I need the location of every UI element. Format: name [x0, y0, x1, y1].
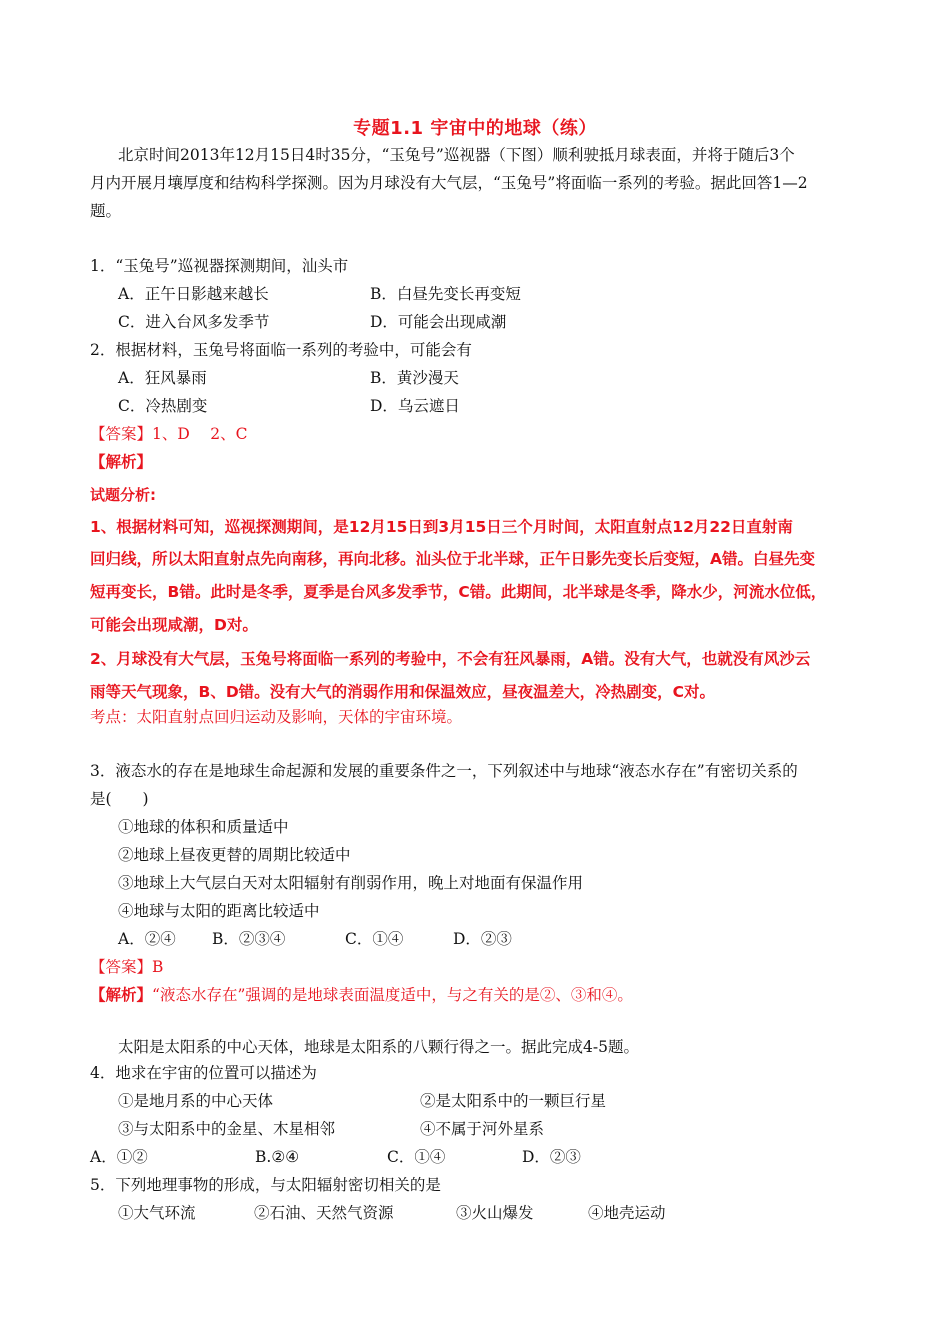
explanation-2-line-1: 2、月球没有大气层，玉兔号将面临一系列的考验中，不会有狂风暴雨，A错。没有大气，也就没有风沙云: [90, 650, 811, 668]
q3-option-d: D．②③: [453, 930, 512, 948]
explanation-3: [90, 984, 633, 1006]
q2-stem: 2．根据材料，玉兔号将面临一系列的考验中，可能会有: [90, 341, 472, 359]
intro-line-1: 北京时间2013年12月15日4时35分，“玉兔号”巡视器（下图）顺利驶抵月球表面，并将于随后3个: [118, 146, 795, 164]
intro-line-3: 题。: [90, 202, 122, 220]
explanation-1-line-4: 可能会出现咸潮，D对。: [90, 616, 258, 634]
q1-option-d: D．可能会出现咸潮: [370, 313, 507, 331]
q3-option-c: C．①④: [345, 930, 404, 948]
q1-stem: 1．“玉兔号”巡视器探测期间，汕头市: [90, 257, 349, 275]
q4-option-a: A．①②: [90, 1148, 148, 1166]
q3-option-a: A．②④: [118, 930, 176, 948]
q5-stem: 5．下列地理事物的形成，与太阳辐射密切相关的是: [90, 1176, 441, 1194]
q3-statement-1: ①地球的体积和质量适中: [118, 818, 289, 836]
explanation-1-line-3: 短再变长，B错。此时是冬季，夏季是台风多发季节，C错。此期间，北半球是冬季，降水少，河流水位低，: [90, 583, 827, 601]
q5-statement-2: ②石油、天然气资源: [254, 1204, 394, 1222]
q2-option-d: D．乌云遮日: [370, 397, 460, 415]
q3-statement-2: ②地球上昼夜更替的周期比较适中: [118, 846, 351, 864]
q2-option-a: A．狂风暴雨: [118, 369, 207, 387]
q3-stem-line-1: 3．液态水的存在是地球生命起源和发展的重要条件之一，下列叙述中与地球“液态水存在”有密切关系的: [90, 762, 798, 780]
q2-option-c: C．冷热剧变: [118, 397, 208, 415]
q4-stem: 4．地求在宇宙的位置可以描述为: [90, 1064, 317, 1082]
key-point: 考点：太阳直射点回归运动及影响，天体的宇宙环境。: [90, 708, 463, 726]
q3-statement-4: ④地球与太阳的距离比较适中: [118, 902, 320, 920]
q3-stem-line-2: 是( ): [90, 790, 149, 808]
q4-statement-2: ②是太阳系中的一颗巨行星: [420, 1092, 607, 1110]
q3-statement-3: ③地球上大气层白天对太阳辐射有削弱作用，晚上对地面有保温作用: [118, 874, 584, 892]
q5-statement-4: ④地壳运动: [588, 1204, 666, 1222]
q1-option-a: A．正午日影越来越长: [118, 285, 269, 303]
answer-1-2: 【答案】1、D 2、C: [90, 425, 248, 443]
q1-option-b: B．白昼先变长再变短: [370, 285, 521, 303]
page-title: 专题1.1 宇宙中的地球（练）: [353, 118, 597, 139]
q4-option-d: D．②③: [522, 1148, 581, 1166]
analysis-heading: 试题分析:: [90, 486, 156, 504]
explanation-3-text: “液态水存在”强调的是地球表面温度适中，与之有关的是②、③和④。: [152, 986, 633, 1004]
analysis-label: 【解析】: [90, 452, 153, 471]
intro-line-2: 月内开展月壤厚度和结构科学探测。因为月球没有大气层，“玉兔号”将面临一系列的考验。据此回答1—2: [90, 174, 808, 192]
q4-statement-4: ④不属于河外星系: [420, 1120, 545, 1138]
q4-statement-1: ①是地月系的中心天体: [118, 1092, 274, 1110]
explanation-1-line-1: 1、根据材料可知，巡视探测期间，是12月15日到3月15日三个月时间，太阳直射点12月22日直射南: [90, 518, 793, 536]
answer-3: 【答案】B: [90, 958, 164, 976]
explanation-3-label: 【解析】: [90, 985, 153, 1004]
q4-statement-3: ③与太阳系中的金星、木星相邻: [118, 1120, 336, 1138]
q2-option-b: B．黄沙漫天: [370, 369, 459, 387]
explanation-1-line-2: 回归线，所以太阳直射点先向南移，再向北移。汕头位于北半球，正午日影先变长后变短，A错。白昼先变: [90, 550, 815, 568]
q1-option-c: C．进入台风多发季节: [118, 313, 270, 331]
q5-statement-3: ③火山爆发: [456, 1204, 534, 1222]
q4-option-b: B.②④: [255, 1148, 300, 1166]
q4-option-c: C．①④: [387, 1148, 446, 1166]
intro-4-5: 太阳是太阳系的中心天体，地球是太阳系的八颗行得之一。据此完成4-5题。: [118, 1038, 639, 1056]
explanation-2-line-2: 雨等天气现象，B、D错。没有大气的消弱作用和保温效应，昼夜温差大，冷热剧变，C对。: [90, 683, 716, 701]
q3-option-b: B．②③④: [212, 930, 286, 948]
q5-statement-1: ①大气环流: [118, 1204, 196, 1222]
